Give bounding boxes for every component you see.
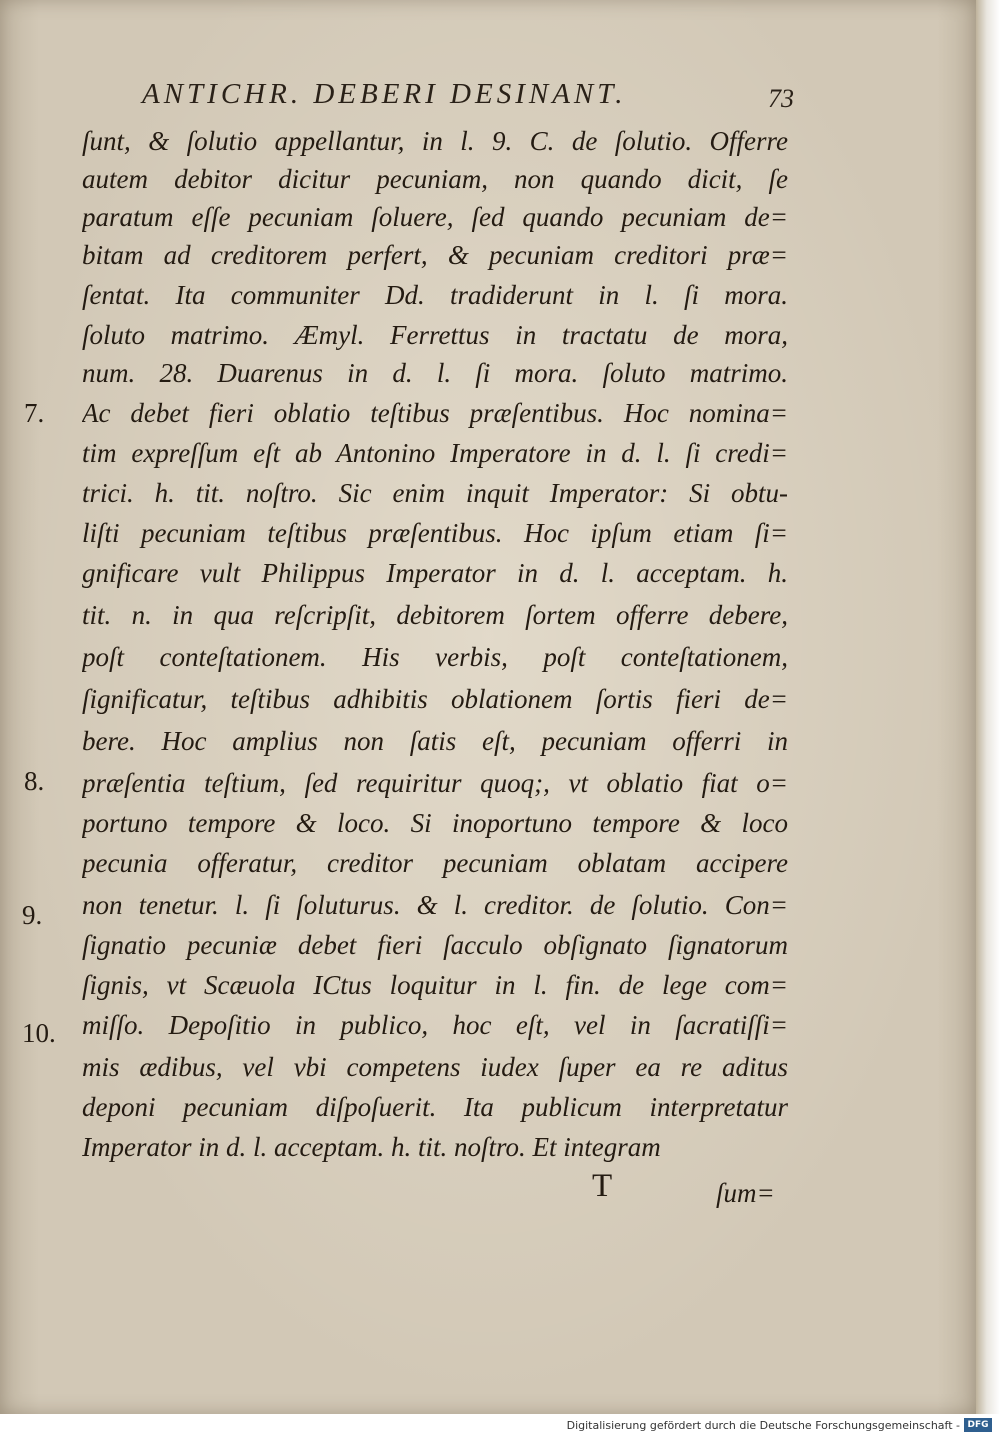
catchword: ſum= [716, 1178, 775, 1208]
funding-note: Digitalisierung gefördert durch die Deutsche Forschungsgemeinschaft - [566, 1419, 960, 1432]
text-line: bitam ad creditorem perfert, & pecuniam creditori præ= [82, 240, 788, 270]
text-line: paratum eſſe pecuniam ſoluere, ſed quando pecuniam de= [82, 202, 788, 232]
text-line: ſentat. Ita communiter Dd. tradiderunt in l. ſi mora. [82, 280, 788, 310]
text-line: Ac debet fieri oblatio teſtibus præſentibus. Hoc nomina= [82, 398, 788, 428]
marginal-number-8: 8. [24, 766, 45, 796]
scan-edge [976, 0, 1000, 1414]
text-line: Imperator in d. l. acceptam. h. tit. noſtro. Et integram [82, 1132, 661, 1162]
text-line: autem debitor dicitur pecuniam, non quando dicit, ſe [82, 164, 788, 194]
text-line: miſſo. Depoſitio in publico, hoc eſt, vel in ſacratiſſi= [82, 1010, 788, 1040]
marginal-number-7: 7. [24, 398, 45, 428]
text-line: ſunt, & ſolutio appellantur, in l. 9. C. de ſolutio. Offerre [82, 126, 788, 156]
text-line: bere. Hoc amplius non ſatis eſt, pecuniam offerri in [82, 726, 788, 756]
text-line: trici. h. tit. noſtro. Sic enim inquit Imperator: Si obtu- [82, 478, 788, 508]
text-line: ſignificatur, teſtibus adhibitis oblationem ſortis fieri de= [82, 684, 788, 714]
text-line: portuno tempore & loco. Si inoportuno tempore & loco [82, 808, 788, 838]
text-line: deponi pecuniam diſpoſuerit. Ita publicum interpretatur [82, 1092, 788, 1122]
text-line: præſentia teſtium, ſed requiritur quoq;, vt oblatio fiat o= [82, 768, 788, 798]
text-line: tit. n. in qua reſcripſit, debitorem ſortem offerre debere, [82, 600, 788, 630]
text-line: liſti pecuniam teſtibus præſentibus. Hoc ipſum etiam ſi= [82, 518, 788, 548]
text-line: pecunia offeratur, creditor pecuniam oblatam accipere [82, 848, 788, 878]
text-line: gnificare vult Philippus Imperator in d. l. acceptam. h. [82, 558, 788, 588]
page-number: 73 [768, 84, 794, 113]
text-line: num. 28. Duarenus in d. l. ſi mora. ſoluto matrimo. [82, 358, 788, 388]
text-line: ſoluto matrimo. Æmyl. Ferrettus in tractatu de mora, [82, 320, 788, 350]
text-line: poſt conteſtationem. His verbis, poſt conteſtationem, [82, 642, 788, 672]
signature-mark: T [592, 1168, 613, 1204]
running-head: ANTICHR. DEBERI DESINANT. [142, 78, 627, 110]
text-line: non tenetur. l. ſi ſoluturus. & l. creditor. de ſolutio. Con= [82, 890, 788, 920]
marginal-number-9: 9. [22, 900, 43, 930]
text-line: ſignis, vt Scæuola ICtus loquitur in l. fin. de lege com= [82, 970, 788, 1000]
text-line: mis ædibus, vel vbi competens iudex ſuper ea re aditus [82, 1052, 788, 1082]
dfg-logo: DFG [964, 1418, 992, 1432]
text-line: tim expreſſum eſt ab Antonino Imperatore in d. l. ſi credi= [82, 438, 788, 468]
text-line: ſignatio pecuniæ debet fieri ſacculo obſignato ſignatorum [82, 930, 788, 960]
marginal-number-10: 10. [22, 1018, 56, 1048]
